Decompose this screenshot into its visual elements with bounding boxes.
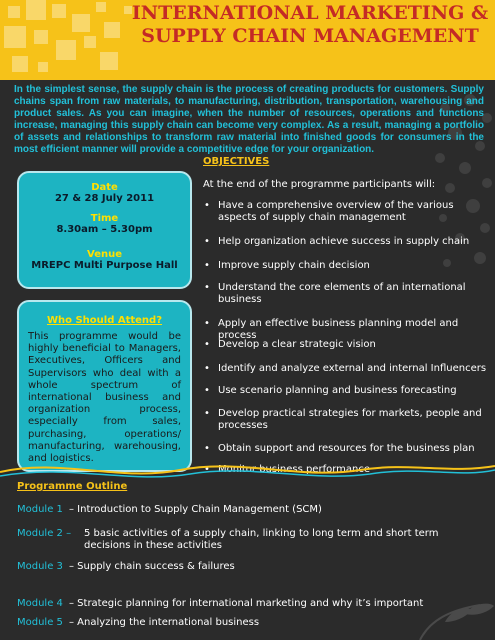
objective-item: • Understand the core elements of an international business [203,282,488,306]
objective-item: • Develop a clear strategic vision [203,339,488,351]
module-title: – Strategic planning for international marketing and why it’s important [69,598,424,609]
decorative-leaves [410,600,495,640]
objective-item: • Improve supply chain decision [203,260,488,272]
objective-item: • Monitor business performance [203,464,488,476]
programme-outline-heading: Programme Outline [17,481,128,492]
venue-value: MREPC Multi Purpose Hall [31,260,178,271]
header-banner [0,0,495,80]
date-label: Date [91,182,118,193]
page-title [130,2,490,48]
module-number: Module 5 [17,617,63,628]
objective-item: • Help organization achieve success in supply chain [203,236,488,248]
title-line-1: INTERNATIONAL MARKETING & [131,2,489,24]
date-value: 27 & 28 July 2011 [54,193,155,204]
objectives-heading: OBJECTIVES [203,156,270,167]
objective-item: • Have a comprehensive overview of the various aspects of supply chain management [203,200,488,224]
who-should-attend-box [17,300,192,472]
module-number: Module 2 – [17,528,72,539]
intro-paragraph: In the simplest sense, the supply chain is the process of creating products for customers. Supply chains span from raw materials, to manufacturing, distribution, transportation, warehousing and product sales. As you can imagine, when the number of resources, operations and functions increase, managing this supply chain can become very complex. As a result, managing a portfolio of assets and relationships to transform raw material into finished goods for consumers in the most efficient manner will provide a competitive edge for your organization. [14,84,484,155]
objectives-intro: At the end of the programme participants will: [203,179,436,190]
objective-item: • Identify and analyze external and internal Influencers [203,363,488,375]
venue-label: Venue [87,249,122,260]
module-title: 5 basic activities of a supply chain, linking to long term and short term decisions in these activities [84,528,439,551]
objective-item: • Develop practical strategies for markets, people and processes [203,408,488,432]
module-title: – Analyzing the international business [69,617,260,628]
who-should-attend-title: Who Should Attend? [46,315,163,326]
decorative-wave [0,458,495,482]
module-number: Module 3 [17,561,63,572]
module-number: Module 4 [17,598,63,609]
module-title: – Supply chain success & failures [69,561,235,572]
time-value: 8.30am – 5.30pm [56,224,153,235]
who-should-attend-text: This programme would be highly beneficial to Managers, Executives, Officers and Supervisors who deal with a whole spectrum of international business and organization process, especially from sales, purchasing, operations/ manufacturing, warehousing, and logistics. [28,331,181,465]
title-line-2: SUPPLY CHAIN MANAGEMENT [141,25,479,47]
objective-item: • Obtain support and resources for the business plan [203,443,488,455]
time-label: Time [90,213,119,224]
objective-item: • Use scenario planning and business forecasting [203,385,488,397]
event-details-box [17,171,192,289]
module-title: – Introduction to Supply Chain Management (SCM) [69,504,322,515]
objective-item: • Apply an effective business planning model and process [203,318,488,342]
module-number: Module 1 [17,504,63,515]
